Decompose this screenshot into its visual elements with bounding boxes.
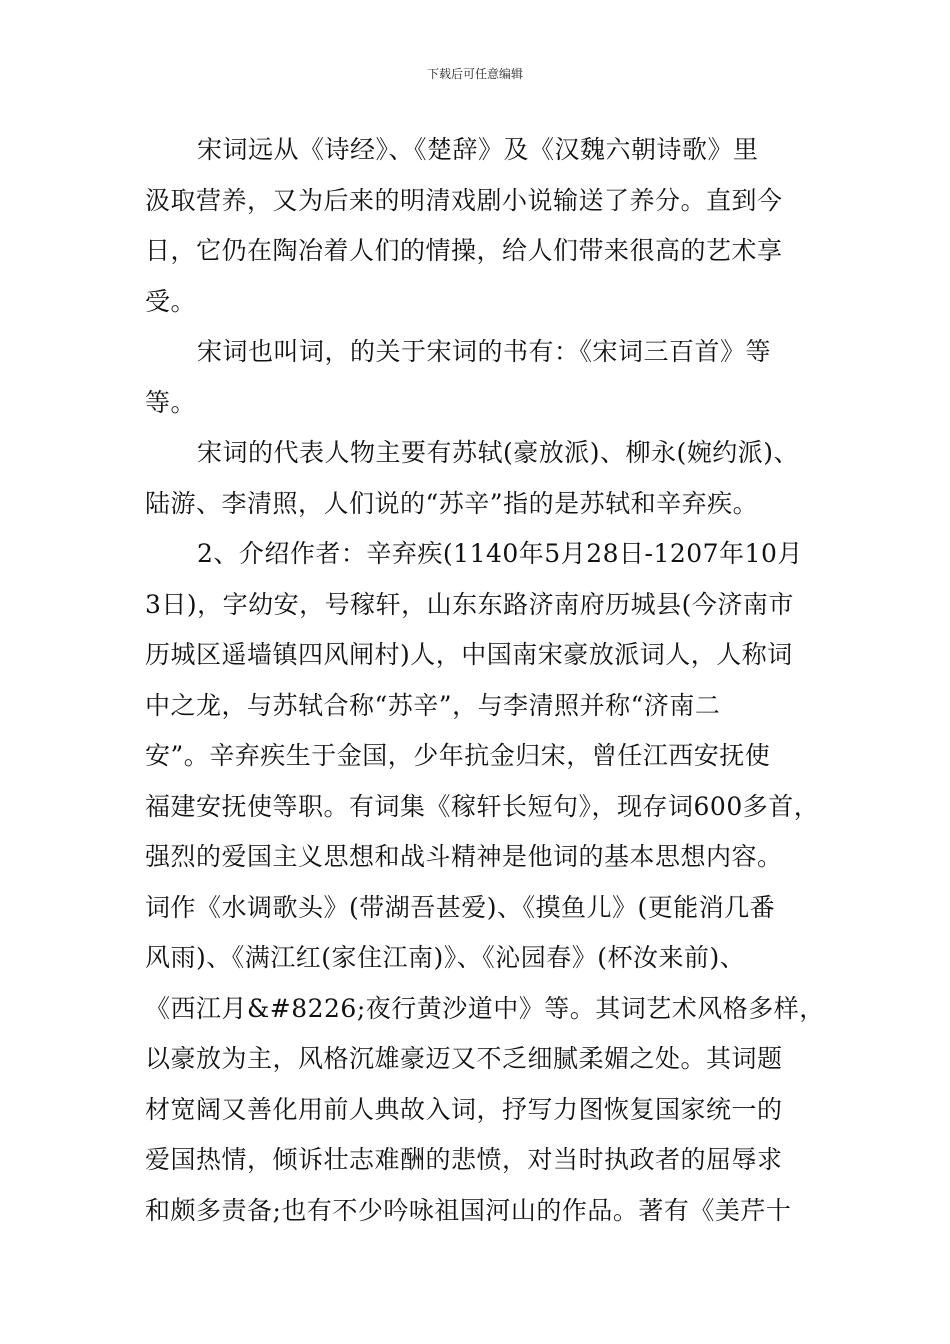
paragraph-line: 宋词远从《诗经》、《楚辞》及《汉魏六朝诗歌》里 bbox=[197, 135, 759, 164]
paragraph-line: 强烈的爱国主义思想和战斗精神是他词的基本思想内容。 bbox=[145, 842, 783, 871]
paragraph-line: 历城区遥墙镇四风闸村)人，中国南宋豪放派词人，人称词 bbox=[145, 640, 793, 669]
paragraph-line: 和颇多责备;也有不少吟咏祖国河山的作品。著有《美芹十 bbox=[145, 1195, 792, 1225]
paragraph-line: 以豪放为主，风格沉雄豪迈又不乏细腻柔媚之处。其词题 bbox=[145, 1044, 783, 1073]
paragraph-line: 宋词的代表人物主要有苏轼(豪放派)、柳永(婉约派)、 bbox=[197, 438, 800, 467]
paragraph-line: 安”。辛弃疾生于金国，少年抗金归宋，曾任江西安抚使 bbox=[145, 741, 771, 770]
paragraph-line: 《西江月&#8226;夜行黄沙道中》等。其词艺术风格多样， bbox=[145, 993, 825, 1023]
paragraph-line: 3日)，字幼安，号稼轩，山东东路济南府历城县(今济南市 bbox=[145, 589, 794, 619]
paragraph-line: 汲取营养，又为后来的明清戏剧小说输送了养分。直到今 bbox=[145, 185, 783, 215]
paragraph-line: 宋词也叫词，的关于宋词的书有：《宋词三百首》等 bbox=[197, 337, 772, 366]
paragraph-line: 爱国热情，倾诉壮志难酬的悲愤，对当时执政者的屈辱求 bbox=[145, 1145, 783, 1174]
paragraph-line: 中之龙，与苏轼合称“苏辛”，与李清照并称“济南二 bbox=[145, 690, 721, 720]
paragraph-line: 受。 bbox=[145, 286, 197, 316]
paragraph-line: 材宽阔又善化用前人典故入词，抒写力图恢复国家统一的 bbox=[145, 1094, 783, 1124]
paragraph-line: 2、介绍作者：辛弃疾(1140年5月28日-1207年10月 bbox=[197, 539, 803, 568]
paragraph-line: 等。 bbox=[145, 387, 197, 417]
paragraph-line: 日，它仍在陶冶着人们的情操，给人们带来很高的艺术享 bbox=[145, 236, 783, 265]
document-body bbox=[145, 125, 825, 1236]
paragraph-line: 陆游、李清照，人们说的“苏辛”指的是苏轼和辛弃疾。 bbox=[145, 488, 759, 518]
paragraph-line: 风雨)、《满江红(家住江南)》、《沁园春》(杯汝来前)、 bbox=[145, 943, 746, 972]
paragraph-line: 福建安抚使等职。有词集《稼轩长短句》，现存词600多首， bbox=[145, 791, 820, 821]
paragraph-line: 词作《水调歌头》(带湖吾甚爱)、《摸鱼儿》(更能消几番 bbox=[145, 892, 776, 922]
page-header: 下载后可任意编辑 bbox=[426, 67, 523, 81]
